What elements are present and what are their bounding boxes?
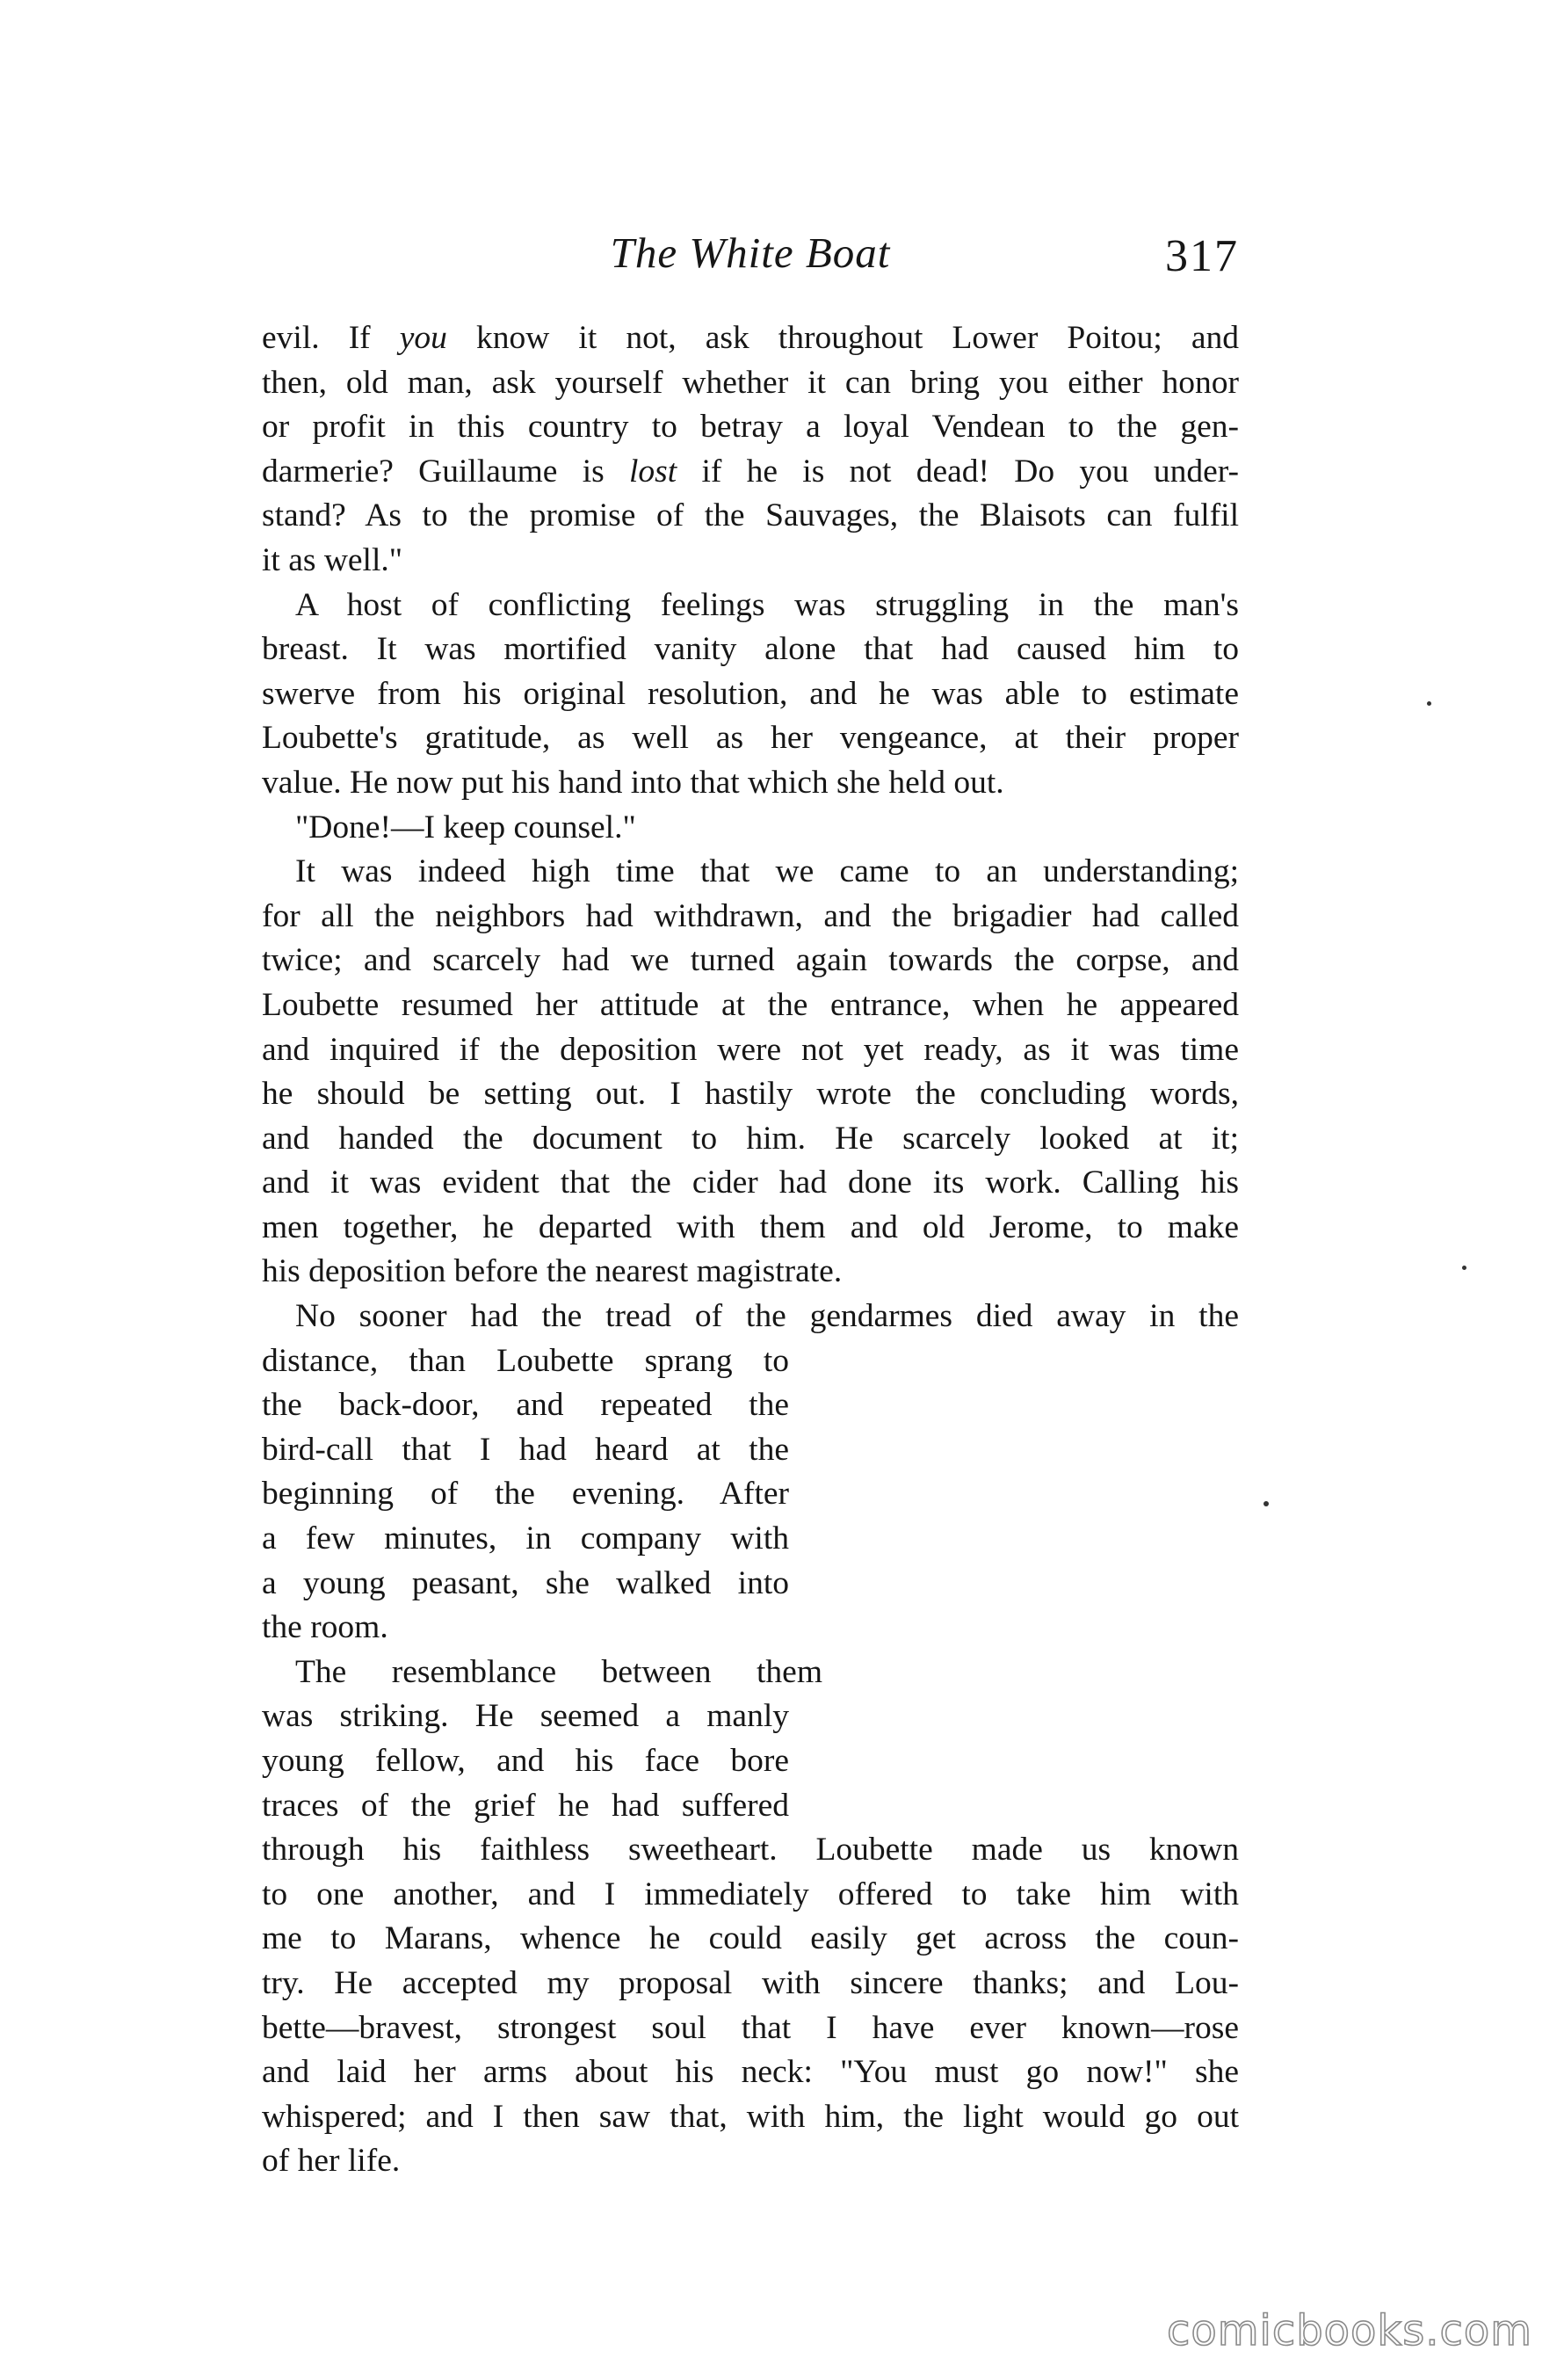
text-line: beginning of the evening. After [262,1476,789,1513]
text-line: try. He accepted my proposal with sincere thanks; and Lou- [262,1964,1239,2001]
text-line: for all the neighbors had withdrawn, and the brigadier had called [262,897,1239,934]
text-line: then, old man, ask yourself whether it can bring you either honor [262,364,1239,401]
text-line: distance, than Loubette sprang to [262,1342,789,1379]
text-line: men together, he departed with them and old Jerome, to make [262,1208,1239,1245]
emphasis: lost [629,453,677,490]
page-number: 317 [1165,231,1239,281]
text-line: he should be setting out. I hastily wrote the concluding words, [262,1076,1239,1113]
text-line: stand? As to the promise of the Sauvages, the Blaisots can fulfil [262,497,1239,534]
text-line: A host of conflicting feelings was struggling in the man's [295,586,1239,623]
text-line: breast. It was mortified vanity alone that had caused him to [262,631,1239,668]
text-line: evil. If you know it not, ask throughout Lower Poitou; and [262,320,1239,356]
text-line: young fellow, and his face bore [262,1743,789,1779]
scan-speck [1462,1266,1466,1270]
text-line: bette—bravest, strongest soul that I have ever known—rose [262,2009,1239,2046]
watermark-logo: comicbooks.com [1166,2306,1532,2355]
emphasis: you [399,320,447,356]
text-line: darmerie? Guillaume is lost if he is not dead! Do you under- [262,453,1239,490]
text-line: the room. [262,1609,388,1646]
text-line: me to Marans, whence he could easily get across the coun- [262,1920,1239,1957]
text-line: or profit in this country to betray a loyal Vendean to the gen- [262,409,1239,446]
scan-speck [1264,1501,1269,1506]
scan-speck [1427,701,1431,706]
text-line: swerve from his original resolution, and he was able to estimate [262,675,1239,712]
text-line: through his faithless sweetheart. Loubette made us known [262,1832,1239,1868]
text-line: traces of the grief he had suffered [262,1787,789,1824]
text-line: No sooner had the tread of the gendarmes died away in the [295,1298,1239,1335]
text-line: was striking. He seemed a manly [262,1698,789,1735]
text-line: and laid her arms about his neck: "You must go now!" she [262,2054,1239,2091]
text-line: "Done!—I keep counsel." [295,809,636,845]
running-title: The White Boat [610,229,891,277]
text-line: of her life. [262,2143,401,2180]
running-head [262,218,1239,288]
text-line: whispered; and I then saw that, with him, the light would go out [262,2098,1239,2135]
text-line: value. He now put his hand into that which she held out. [262,764,1004,801]
body-text [262,316,1239,2184]
text-line: twice; and scarcely had we turned again towards the corpse, and [262,942,1239,979]
text-line: the back-door, and repeated the [262,1387,789,1424]
text-line: Loubette resumed her attitude at the entrance, when he appeared [262,986,1239,1023]
text-line: and inquired if the deposition were not yet ready, as it was time [262,1031,1239,1068]
text-line: and handed the document to him. He scarcely looked at it; [262,1120,1239,1157]
text-line: it as well." [262,541,403,578]
text-line: his deposition before the nearest magistrate. [262,1253,843,1290]
text-line: a few minutes, in company with [262,1520,789,1557]
text-line: Loubette's gratitude, as well as her vengeance, at their proper [262,720,1239,757]
text-line: to one another, and I immediately offered to take him with [262,1876,1239,1912]
text-line: bird-call that I had heard at the [262,1431,789,1468]
text-line: and it was evident that the cider had done its work. Calling his [262,1165,1239,1201]
text-line: The resemblance between them [295,1653,822,1690]
text-line: a young peasant, she walked into [262,1564,789,1601]
text-line: It was indeed high time that we came to an understanding; [295,853,1239,890]
